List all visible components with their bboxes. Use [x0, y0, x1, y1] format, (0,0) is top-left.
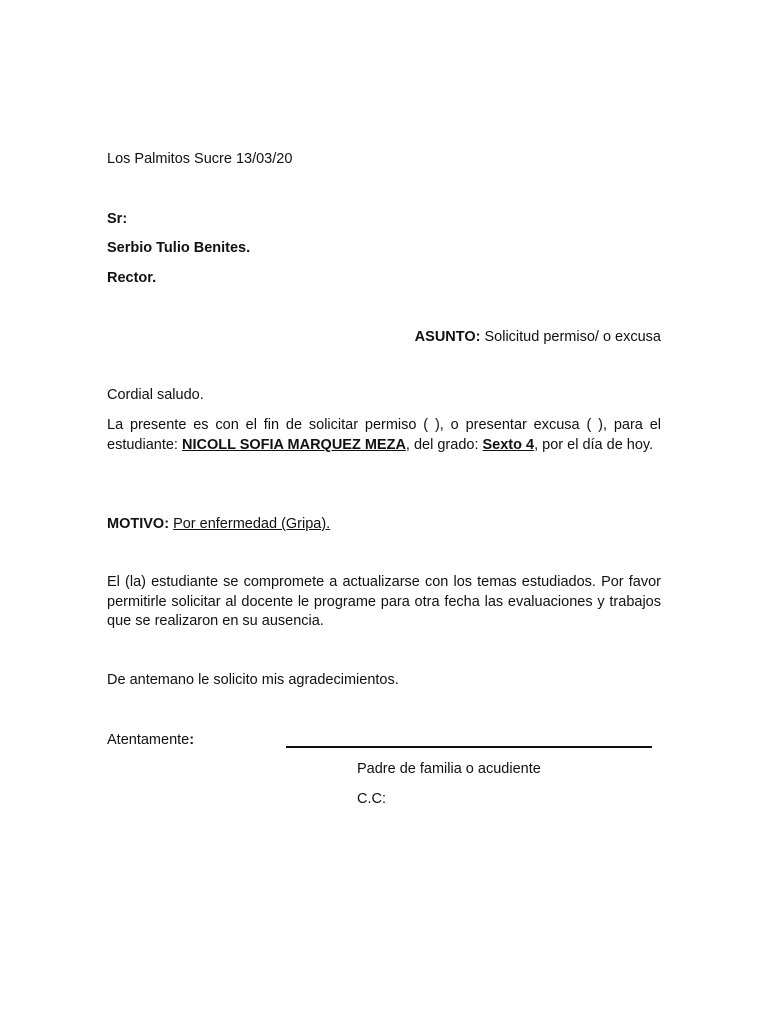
subject-line	[415, 328, 661, 347]
recipient-title: Sr:	[107, 211, 128, 227]
body-paragraph	[107, 416, 661, 455]
signature-line	[286, 746, 652, 748]
subject-text: Solicitud permiso/ o excusa	[484, 329, 661, 345]
recipient-name: Serbio Tulio Benites.	[107, 240, 251, 256]
reason-line	[107, 515, 330, 534]
body-text-part1: La presente es con el fin de solicitar permiso ( ), o presentar excusa ( ), para el estudiante:	[107, 417, 661, 453]
signer-id-label: C.C:	[357, 791, 386, 807]
student-name: NICOLL SOFIA MARQUEZ MEZA	[181, 436, 406, 453]
thanks-line: De antemano le solicito mis agradecimientos.	[107, 672, 399, 688]
greeting: Cordial saludo.	[107, 387, 204, 403]
closing-label: Atentamente	[107, 732, 190, 748]
place-date: Los Palmitos Sucre 13/03/20	[107, 151, 293, 167]
body-text-part3: , por el día de hoy.	[534, 436, 654, 453]
reason-label: MOTIVO:	[107, 516, 170, 532]
body-text-part2: , del grado:	[405, 436, 483, 453]
student-grade: Sexto 4	[482, 436, 535, 453]
commitment-paragraph: El (la) estudiante se compromete a actualizarse con los temas estudiados. Por favor permitirle solicitar al docente le programe para otra fecha las evaluaciones y trabajos que se realizaron en su ausencia.	[107, 574, 661, 629]
closing-line	[107, 731, 194, 750]
signer-role: Padre de familia o acudiente	[357, 761, 541, 777]
reason-text: Por enfermedad (Gripa).	[173, 516, 331, 532]
recipient-position: Rector.	[107, 270, 157, 286]
closing-colon: :	[189, 732, 195, 748]
subject-label: ASUNTO:	[414, 329, 481, 345]
